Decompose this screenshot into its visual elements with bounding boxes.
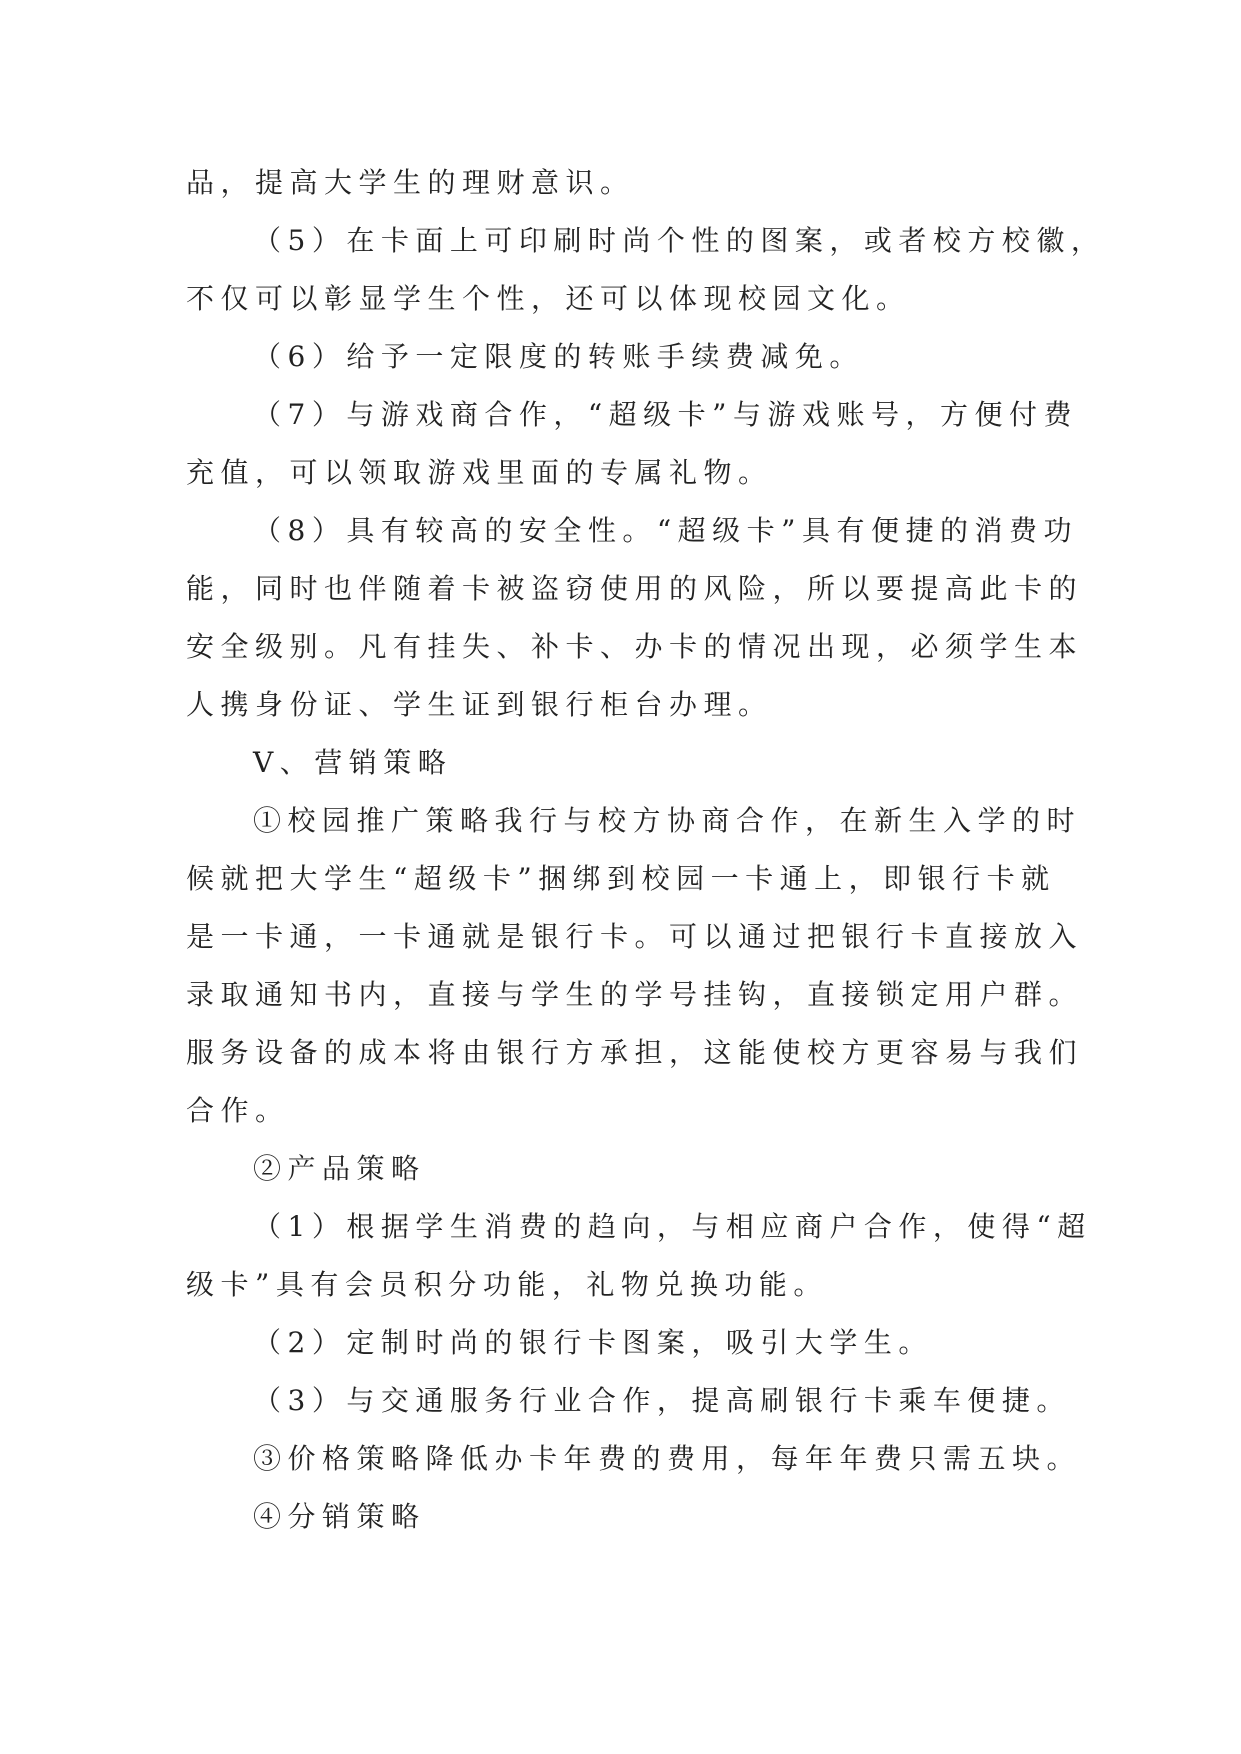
text-line-15: 录取通知书内，直接与学生的学号挂钩，直接锁定用户群。 [186,978,1084,1011]
text-line-10: 人携身份证、学生证到银行柜台办理。 [186,688,773,721]
text-line-1: 品，提高大学生的理财意识。 [186,166,635,199]
text-line-6: 充值，可以领取游戏里面的专属礼物。 [186,456,773,489]
text-line-14: 是一卡通，一卡通就是银行卡。可以通过把银行卡直接放入 [186,920,1084,953]
text-line-16: 服务设备的成本将由银行方承担，这能使校方更容易与我们 [186,1036,1084,1069]
subsection-heading-product: ②产品策略 [253,1152,426,1185]
text-line-4: （6）给予一定限度的转账手续费减免。 [253,340,864,373]
text-line-7: （8）具有较高的安全性。“超级卡”具有便捷的消费功 [253,514,1078,547]
text-line-22: （3）与交通服务行业合作，提高刷银行卡乘车便捷。 [253,1384,1071,1417]
text-line-2: （5）在卡面上可印刷时尚个性的图案，或者校方校徽， [253,224,1106,257]
text-line-19: （1）根据学生消费的趋向，与相应商户合作，使得“超 [253,1210,1092,1243]
text-line-17: 合作。 [186,1094,290,1127]
subsection-heading-distribution: ④分销策略 [253,1500,426,1533]
text-line-9: 安全级别。凡有挂失、补卡、办卡的情况出现，必须学生本 [186,630,1084,663]
section-heading: Ⅴ、营销策略 [253,746,453,779]
text-line-23: ③价格策略降低办卡年费的费用，每年年费只需五块。 [253,1442,1082,1475]
text-line-8: 能，同时也伴随着卡被盗窃使用的风险，所以要提高此卡的 [186,572,1084,605]
text-line-20: 级卡”具有会员积分功能，礼物兑换功能。 [186,1268,828,1301]
text-line-21: （2）定制时尚的银行卡图案，吸引大学生。 [253,1326,933,1359]
text-line-5: （7）与游戏商合作，“超级卡”与游戏账号，方便付费 [253,398,1078,431]
text-line-3: 不仅可以彰显学生个性，还可以体现校园文化。 [186,282,911,315]
text-line-13: 候就把大学生“超级卡”捆绑到校园一卡通上，即银行卡就 [186,862,1056,895]
text-line-12: ①校园推广策略我行与校方协商合作，在新生入学的时 [253,804,1082,837]
